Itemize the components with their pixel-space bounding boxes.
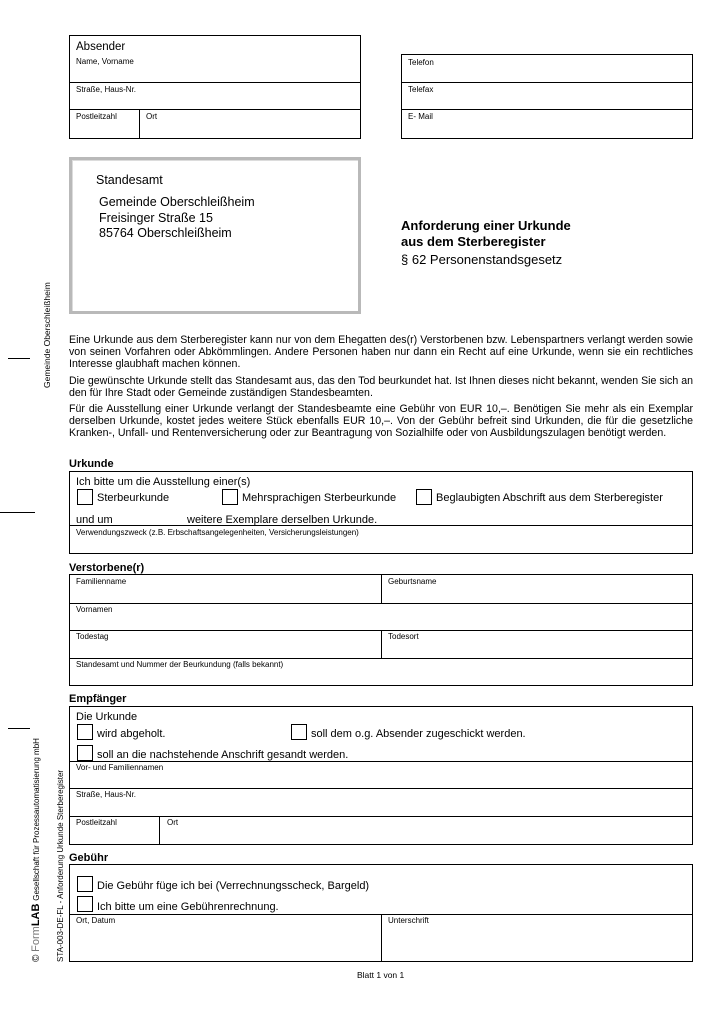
sender-street-label[interactable]: Straße, Haus-Nr. — [76, 85, 137, 94]
receiver-intro: Die Urkunde — [76, 711, 138, 723]
divider — [70, 603, 692, 604]
family-name-label[interactable]: Familienname — [76, 577, 127, 586]
divider — [381, 575, 382, 603]
purpose-label[interactable]: Verwendungszweck (z.B. Erbschaftsangelegenheiten, Versicherungsleistungen) — [76, 528, 359, 537]
fold-mark-middle — [0, 512, 35, 513]
checkbox-beglaubigt[interactable] — [416, 489, 432, 505]
sender-box — [69, 35, 361, 139]
checkbox-pickup[interactable] — [77, 724, 93, 740]
label-sterbeurkunde: Sterbeurkunde — [97, 492, 170, 504]
divider — [402, 82, 692, 83]
sender-name-label[interactable]: Name, Vorname — [76, 57, 134, 66]
recipient-city: 85764 Oberschleißheim — [99, 226, 232, 240]
margin-company: Gesellschaft für Prozessautomatisierung mbH — [32, 738, 41, 901]
fax-label[interactable]: Telefax — [408, 85, 434, 94]
receiver-zip-label[interactable]: Postleitzahl — [76, 818, 117, 827]
label-mehrsprachig: Mehrsprachigen Sterbeurkunde — [242, 492, 397, 504]
recipient-address-window — [69, 157, 361, 314]
intro-paragraph-1: Eine Urkunde aus dem Sterberegister kann nur von dem Ehegatten des(r) Verstorbenen bzw. Lebenspartners verlangt werden sowie von seinen Vorfahren oder Abkömmlingen. Andere Personen haben nur dann ein Recht auf eine Urkunde, wenn sie ein rechtliches Interesse glaubhaft machen können. — [69, 334, 693, 370]
deceased-box — [69, 574, 693, 686]
divider — [381, 914, 382, 961]
margin-municipality: Gemeinde Oberschleißheim — [42, 282, 52, 388]
recipient-office: Standesamt — [96, 173, 163, 187]
phone-label[interactable]: Telefon — [408, 58, 434, 67]
copyright-symbol: © — [31, 954, 42, 962]
sender-title: Absender — [76, 41, 126, 53]
place-date-label[interactable]: Ort, Datum — [76, 916, 116, 925]
checkbox-fee-invoice[interactable] — [77, 896, 93, 912]
divider — [70, 788, 692, 789]
receiver-box — [69, 706, 693, 845]
divider — [70, 761, 692, 762]
brand-form: Form — [30, 926, 42, 952]
urkunde-box — [69, 471, 693, 554]
checkbox-mehrsprachig[interactable] — [222, 489, 238, 505]
death-date-label[interactable]: Todestag — [76, 632, 109, 641]
intro-paragraph-3: Für die Ausstellung einer Urkunde verlangt der Standesbeamte eine Gebühr von EUR 10,–. Benötigen Sie mehr als ein Exemplar derselben Urkunde, kostet jedes weitere Stück ebenfalls EUR 10,–. Von der Gebühr befreit sind Urkunden, die für die gesetzliche Kranken-, Unfall- und Rentenversicherung oder zur Beantragung von Sozialhilfe oder von Ausbildungszulagen benötigt werden. — [69, 403, 693, 439]
label-send-to-sender: soll dem o.g. Absender zugeschickt werden. — [311, 728, 526, 740]
margin-form-id: STA-003-DE-FL - Anforderung Urkunde Sterberegister — [56, 769, 65, 962]
label-und-um: und um — [76, 514, 113, 526]
divider — [381, 630, 382, 658]
sender-city-label[interactable]: Ort — [146, 112, 158, 121]
contact-box — [401, 54, 693, 139]
brand-lab: LAB — [30, 903, 42, 927]
checkbox-send-to-address[interactable] — [77, 745, 93, 761]
label-copies: weitere Exemplare derselben Urkunde. — [187, 514, 378, 526]
fold-mark-top — [8, 358, 30, 359]
section-heading-fee: Gebühr — [69, 852, 109, 864]
label-send-to-address: soll an die nachstehende Anschrift gesandt werden. — [97, 749, 349, 761]
receiver-names-label[interactable]: Vor- und Familiennamen — [76, 763, 164, 772]
first-names-label[interactable]: Vornamen — [76, 605, 113, 614]
recipient-municipality: Gemeinde Oberschleißheim — [99, 195, 255, 209]
divider — [139, 109, 140, 138]
legal-basis: § 62 Personenstandsgesetz — [401, 252, 563, 267]
email-label[interactable]: E- Mail — [408, 112, 433, 121]
section-heading-deceased: Verstorbene(r) — [69, 562, 145, 574]
divider — [70, 658, 692, 659]
label-fee-invoice: Ich bitte um eine Gebührenrechnung. — [97, 901, 279, 913]
document-title-line1: Anforderung einer Urkunde — [401, 218, 571, 233]
fold-mark-bottom — [8, 728, 30, 729]
page-number: Blatt 1 von 1 — [357, 970, 405, 980]
margin-brand — [30, 738, 43, 962]
copies-input[interactable] — [118, 512, 184, 526]
checkbox-sterbeurkunde[interactable] — [77, 489, 93, 505]
section-heading-receiver: Empfänger — [69, 693, 127, 705]
divider — [70, 816, 692, 817]
fee-box — [69, 864, 693, 962]
registry-label[interactable]: Standesamt und Nummer der Beurkundung (falls bekannt) — [76, 660, 284, 669]
label-fee-enclosed: Die Gebühr füge ich bei (Verrechnungsscheck, Bargeld) — [97, 880, 370, 892]
label-beglaubigt: Beglaubigten Abschrift aus dem Sterberegister — [436, 492, 663, 504]
divider — [70, 82, 360, 83]
divider — [402, 109, 692, 110]
divider — [70, 109, 360, 110]
signature-label[interactable]: Unterschrift — [388, 916, 429, 925]
recipient-street: Freisinger Straße 15 — [99, 211, 213, 225]
divider — [159, 816, 160, 844]
document-title — [401, 218, 571, 250]
receiver-city-label[interactable]: Ort — [167, 818, 179, 827]
sender-zip-label[interactable]: Postleitzahl — [76, 112, 117, 121]
checkbox-send-to-sender[interactable] — [291, 724, 307, 740]
urkunde-request: Ich bitte um die Ausstellung einer(s) — [76, 476, 251, 488]
label-pickup: wird abgeholt. — [97, 728, 166, 740]
checkbox-fee-enclosed[interactable] — [77, 876, 93, 892]
death-place-label[interactable]: Todesort — [388, 632, 419, 641]
receiver-street-label[interactable]: Straße, Haus-Nr. — [76, 790, 137, 799]
document-title-line2: aus dem Sterberegister — [401, 234, 546, 249]
birth-name-label[interactable]: Geburtsname — [388, 577, 437, 586]
intro-paragraph-2: Die gewünschte Urkunde stellt das Standesamt aus, das den Tod beurkundet hat. Ist Ihnen dieses nicht bekannt, wenden Sie sich an den für Ihre Stadt oder Gemeinde zuständigen Standesbeamten. — [69, 375, 693, 399]
section-heading-urkunde: Urkunde — [69, 458, 114, 470]
divider — [70, 525, 692, 526]
